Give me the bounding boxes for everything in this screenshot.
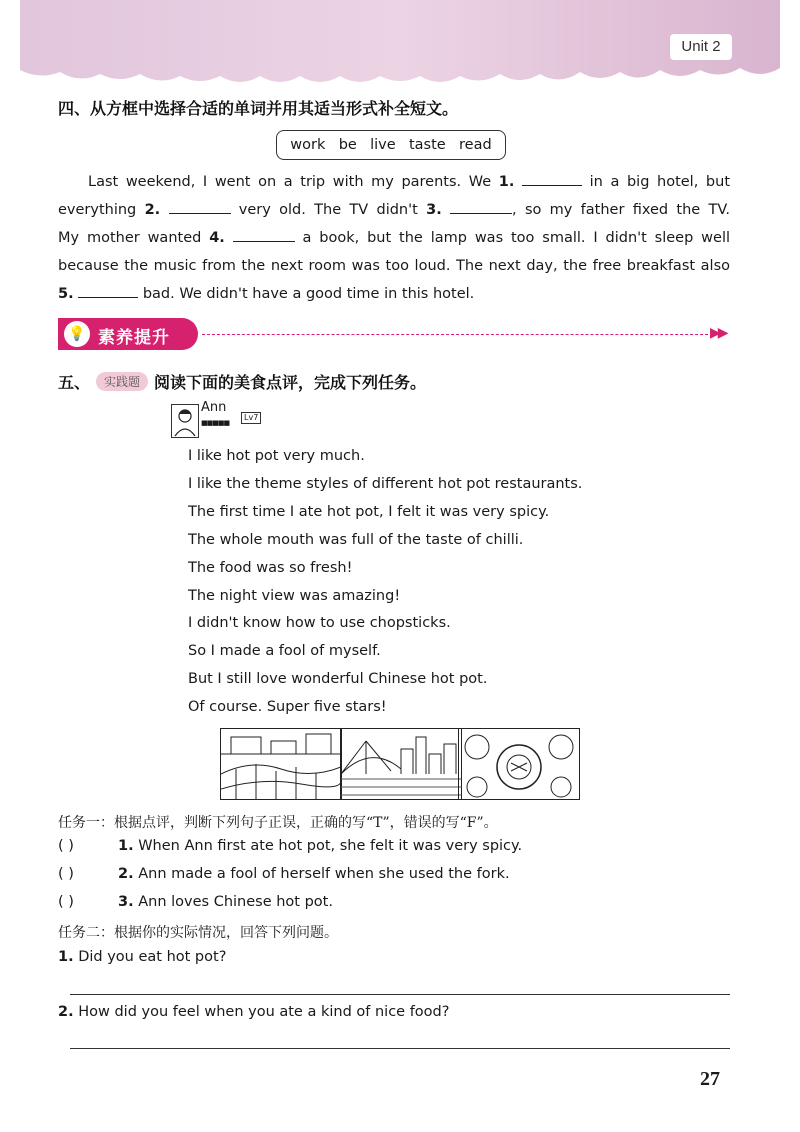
answer-line[interactable] [70, 994, 730, 995]
level-badge: Lv7 [241, 412, 261, 424]
review-line: I like hot pot very much. [188, 448, 365, 464]
section5-title: 五、 实践题 阅读下面的美食点评，完成下列任务。 [58, 373, 427, 392]
answer-line[interactable] [70, 1048, 730, 1049]
blank-2[interactable] [169, 197, 231, 214]
passage-line: My mother wanted 4. a book, but the lamp was too small. I didn't sleep well [58, 224, 730, 252]
answer-paren[interactable]: ( ) [58, 866, 74, 882]
answer-paren[interactable]: ( ) [58, 838, 74, 854]
cloze-passage [58, 168, 730, 308]
word-box [276, 130, 506, 160]
blank-1[interactable] [522, 169, 582, 186]
review-line: The first time I ate hot pot, I felt it was very spicy. [188, 504, 550, 520]
review-line: Of course. Super five stars! [188, 699, 387, 715]
open-question: 2. How did you feel when you ate a kind of nice food? [58, 1004, 450, 1020]
reviewer-stars: ■■■■■ [201, 419, 230, 427]
review-line: But I still love wonderful Chinese hot pot. [188, 671, 488, 687]
tf-question: ( ) 3. Ann loves Chinese hot pot. [58, 894, 333, 910]
word: read [459, 137, 492, 153]
word: live [370, 137, 396, 153]
task2-title: 任务二：根据你的实际情况，回答下列问题。 [58, 925, 338, 941]
review-line: The night view was amazing! [188, 588, 401, 604]
word: taste [408, 137, 446, 153]
answer-paren[interactable]: ( ) [58, 894, 74, 910]
literacy-heading: 💡 素养提升 [58, 318, 198, 350]
unit-label: Unit 2 [670, 34, 732, 60]
passage-line: 5. bad. We didn't have a good time in this hotel. [58, 280, 730, 308]
night-view-sketch-image [340, 728, 462, 800]
reviewer-name: Ann [201, 400, 227, 415]
passage-line: Last weekend, I went on a trip with my parents. We 1. in a big hotel, but [58, 168, 730, 196]
lightbulb-icon: 💡 [64, 321, 90, 347]
word: be [338, 137, 357, 153]
page-number: 27 [700, 1068, 720, 1090]
blank-3[interactable] [450, 197, 512, 214]
blank-5[interactable] [78, 281, 138, 298]
dashed-divider [202, 334, 708, 335]
hot-pot-sketch-image [458, 728, 580, 800]
review-line: The whole mouth was full of the taste of chilli. [188, 532, 524, 548]
word: work [290, 137, 326, 153]
tf-question: ( ) 1. When Ann first ate hot pot, she felt it was very spicy. [58, 838, 523, 854]
practice-tag: 实践题 [96, 372, 148, 391]
open-question: 1. Did you eat hot pot? [58, 949, 227, 965]
review-line: So I made a fool of myself. [188, 643, 381, 659]
review-line: I didn't know how to use chopsticks. [188, 615, 451, 631]
restaurant-sketch-image [220, 728, 342, 800]
reviewer-avatar [171, 404, 199, 438]
passage-line: because the music from the next room was too loud. The next day, the free breakfast also [58, 258, 730, 274]
review-line: I like the theme styles of different hot pot restaurants. [188, 476, 583, 492]
review-line: The food was so fresh! [188, 560, 353, 576]
tf-question: ( ) 2. Ann made a fool of herself when she used the fork. [58, 866, 510, 882]
task1-title: 任务一：根据点评，判断下列句子正误，正确的写“T”，错误的写“F”。 [58, 815, 498, 831]
double-arrow-icon: ▶▶ [710, 325, 726, 341]
section4-title: 四、从方框中选择合适的单词并用其适当形式补全短文。 [58, 99, 459, 118]
blank-4[interactable] [233, 225, 295, 242]
passage-line: everything 2. very old. The TV didn't 3. , so my father fixed the TV. [58, 196, 730, 224]
